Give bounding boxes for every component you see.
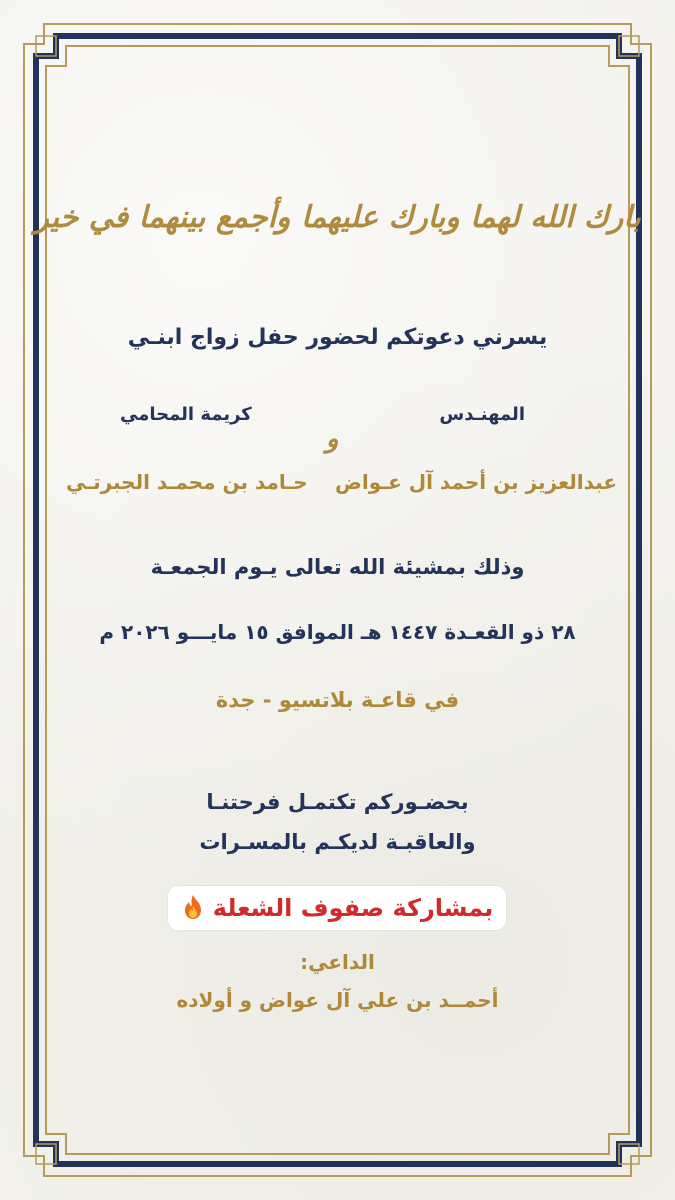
groom-name: عبدالعزيز بن أحمد آل عـواض	[334, 470, 617, 494]
date-line: ٢٨ ذو القعـدة ١٤٤٧ هـ الموافق ١٥ مايـــو ٢٠٢٦ م	[99, 620, 576, 644]
host-label: الداعي:	[300, 950, 375, 974]
groom-title: المهنـدس	[439, 404, 525, 425]
venue: في قاعـة بلاتسيو - جدة	[215, 688, 460, 712]
closing-line-2: والعاقبـة لديكـم بالمسـرات	[199, 830, 476, 854]
closing-line-1: بحضـوركم تكتمـل فرحتنـا	[206, 790, 469, 814]
invitation-line: يسرني دعوتكم لحضور حفل زواج ابنـي	[127, 325, 548, 350]
bride-name: حـامد بن محمـد الجبرتـي	[66, 470, 308, 494]
fire-icon	[182, 894, 204, 920]
bride-title: كريمة المحامي	[120, 404, 252, 425]
blessing-calligraphy: بارك الله لهما وبارك عليهما وأجمع بينهما في خير	[34, 200, 641, 235]
participation-line	[0, 894, 675, 922]
participation-text: بمشاركة صفوف الشعلة	[212, 894, 494, 922]
connector-and: و	[326, 424, 339, 454]
host-name: أحمــد بن علي آل عواض و أولاده	[176, 988, 499, 1012]
date-intro: وذلك بمشيئة الله تعالى يـوم الجمعـة	[150, 555, 525, 579]
